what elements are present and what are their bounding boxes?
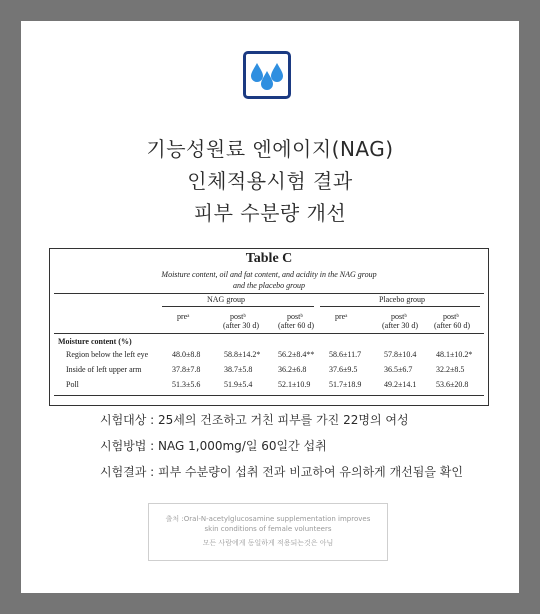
col-header-post: postᵇ — [391, 312, 407, 321]
col-header-post: postᵇ — [230, 312, 246, 321]
table-cell: 56.2±8.4** — [278, 350, 315, 359]
heading-line-2: 인체적용시험 결과 — [187, 169, 353, 193]
water-drops-icon — [243, 51, 291, 99]
row-label: Poll — [66, 380, 79, 389]
source-line-2: skin conditions of female volunteers — [204, 525, 332, 533]
table-cell: 48.0±8.8 — [172, 350, 201, 359]
table-cell: 58.8±14.2* — [224, 350, 261, 359]
heading-line-3: 피부 수분량 개선 — [193, 201, 347, 225]
table-cell: 52.1±10.9 — [278, 380, 311, 389]
table-subtitle-line-2: and the placebo group — [233, 281, 305, 290]
col-header-post: postᵇ — [287, 312, 303, 321]
info-method: 시험방법 : NAG 1,000mg/일 60일간 섭취 — [100, 439, 327, 453]
row-label: Region below the left eye — [66, 350, 149, 359]
table-cell: 57.8±10.4 — [384, 350, 417, 359]
content-card — [21, 21, 519, 593]
table-rule-header — [54, 333, 484, 334]
table-rule-bottom — [54, 395, 484, 396]
col-header-30d: (after 30 d) — [382, 321, 418, 330]
row-label: Inside of left upper arm — [66, 365, 142, 374]
table-subtitle-line-1: Moisture content, oil and fat content, and acidity in the NAG group — [161, 270, 377, 279]
source-line-1: 출처 :Oral-N-acetylglucosamine supplementation improves — [165, 515, 371, 523]
col-header-pre: preᵃ — [177, 312, 190, 321]
table-cell: 53.6±20.8 — [436, 380, 469, 389]
heading-line-1: 기능성원료 엔에이지(NAG) — [146, 137, 394, 161]
table-cell: 32.2±8.5 — [436, 365, 465, 374]
info-result: 시험결과 : 피부 수분량이 섭취 전과 비교하여 유의하게 개선됨을 확인 — [100, 465, 463, 479]
table-cell: 48.1±10.2* — [436, 350, 473, 359]
group-rule-nag — [162, 306, 314, 307]
table-cell: 51.3±5.6 — [172, 380, 201, 389]
table-cell: 49.2±14.1 — [384, 380, 417, 389]
table-subtitle — [50, 269, 488, 291]
col-header-60d: (after 60 d) — [434, 321, 470, 330]
water-drops-graphic — [248, 58, 286, 92]
table-cell: 36.5±6.7 — [384, 365, 413, 374]
table-cell: 51.7±18.9 — [329, 380, 362, 389]
col-header-30d: (after 30 d) — [223, 321, 259, 330]
table-cell: 37.6±9.5 — [329, 365, 358, 374]
source-disclaimer: 모든 사람에게 동일하게 적용되는것은 아님 — [202, 539, 334, 547]
table-cell: 58.6±11.7 — [329, 350, 362, 359]
col-header-post: postᵇ — [443, 312, 459, 321]
col-header-pre: preᵃ — [335, 312, 348, 321]
group-header-nag: NAG group — [207, 295, 245, 304]
table-cell: 37.8±7.8 — [172, 365, 201, 374]
table-cell: 38.7±5.8 — [224, 365, 253, 374]
source-box — [148, 503, 388, 561]
study-table-image — [49, 248, 489, 406]
table-rule-top — [54, 293, 484, 294]
group-header-placebo: Placebo group — [379, 295, 425, 304]
group-rule-placebo — [320, 306, 480, 307]
info-subjects: 시험대상 : 25세의 건조하고 거친 피부를 가진 22명의 여성 — [100, 413, 409, 427]
table-title: Table C — [245, 251, 293, 266]
col-header-60d: (after 60 d) — [278, 321, 314, 330]
table-cell: 36.2±6.8 — [278, 365, 307, 374]
table-cell: 51.9±5.4 — [224, 380, 253, 389]
section-label: Moisture content (%) — [58, 337, 132, 346]
